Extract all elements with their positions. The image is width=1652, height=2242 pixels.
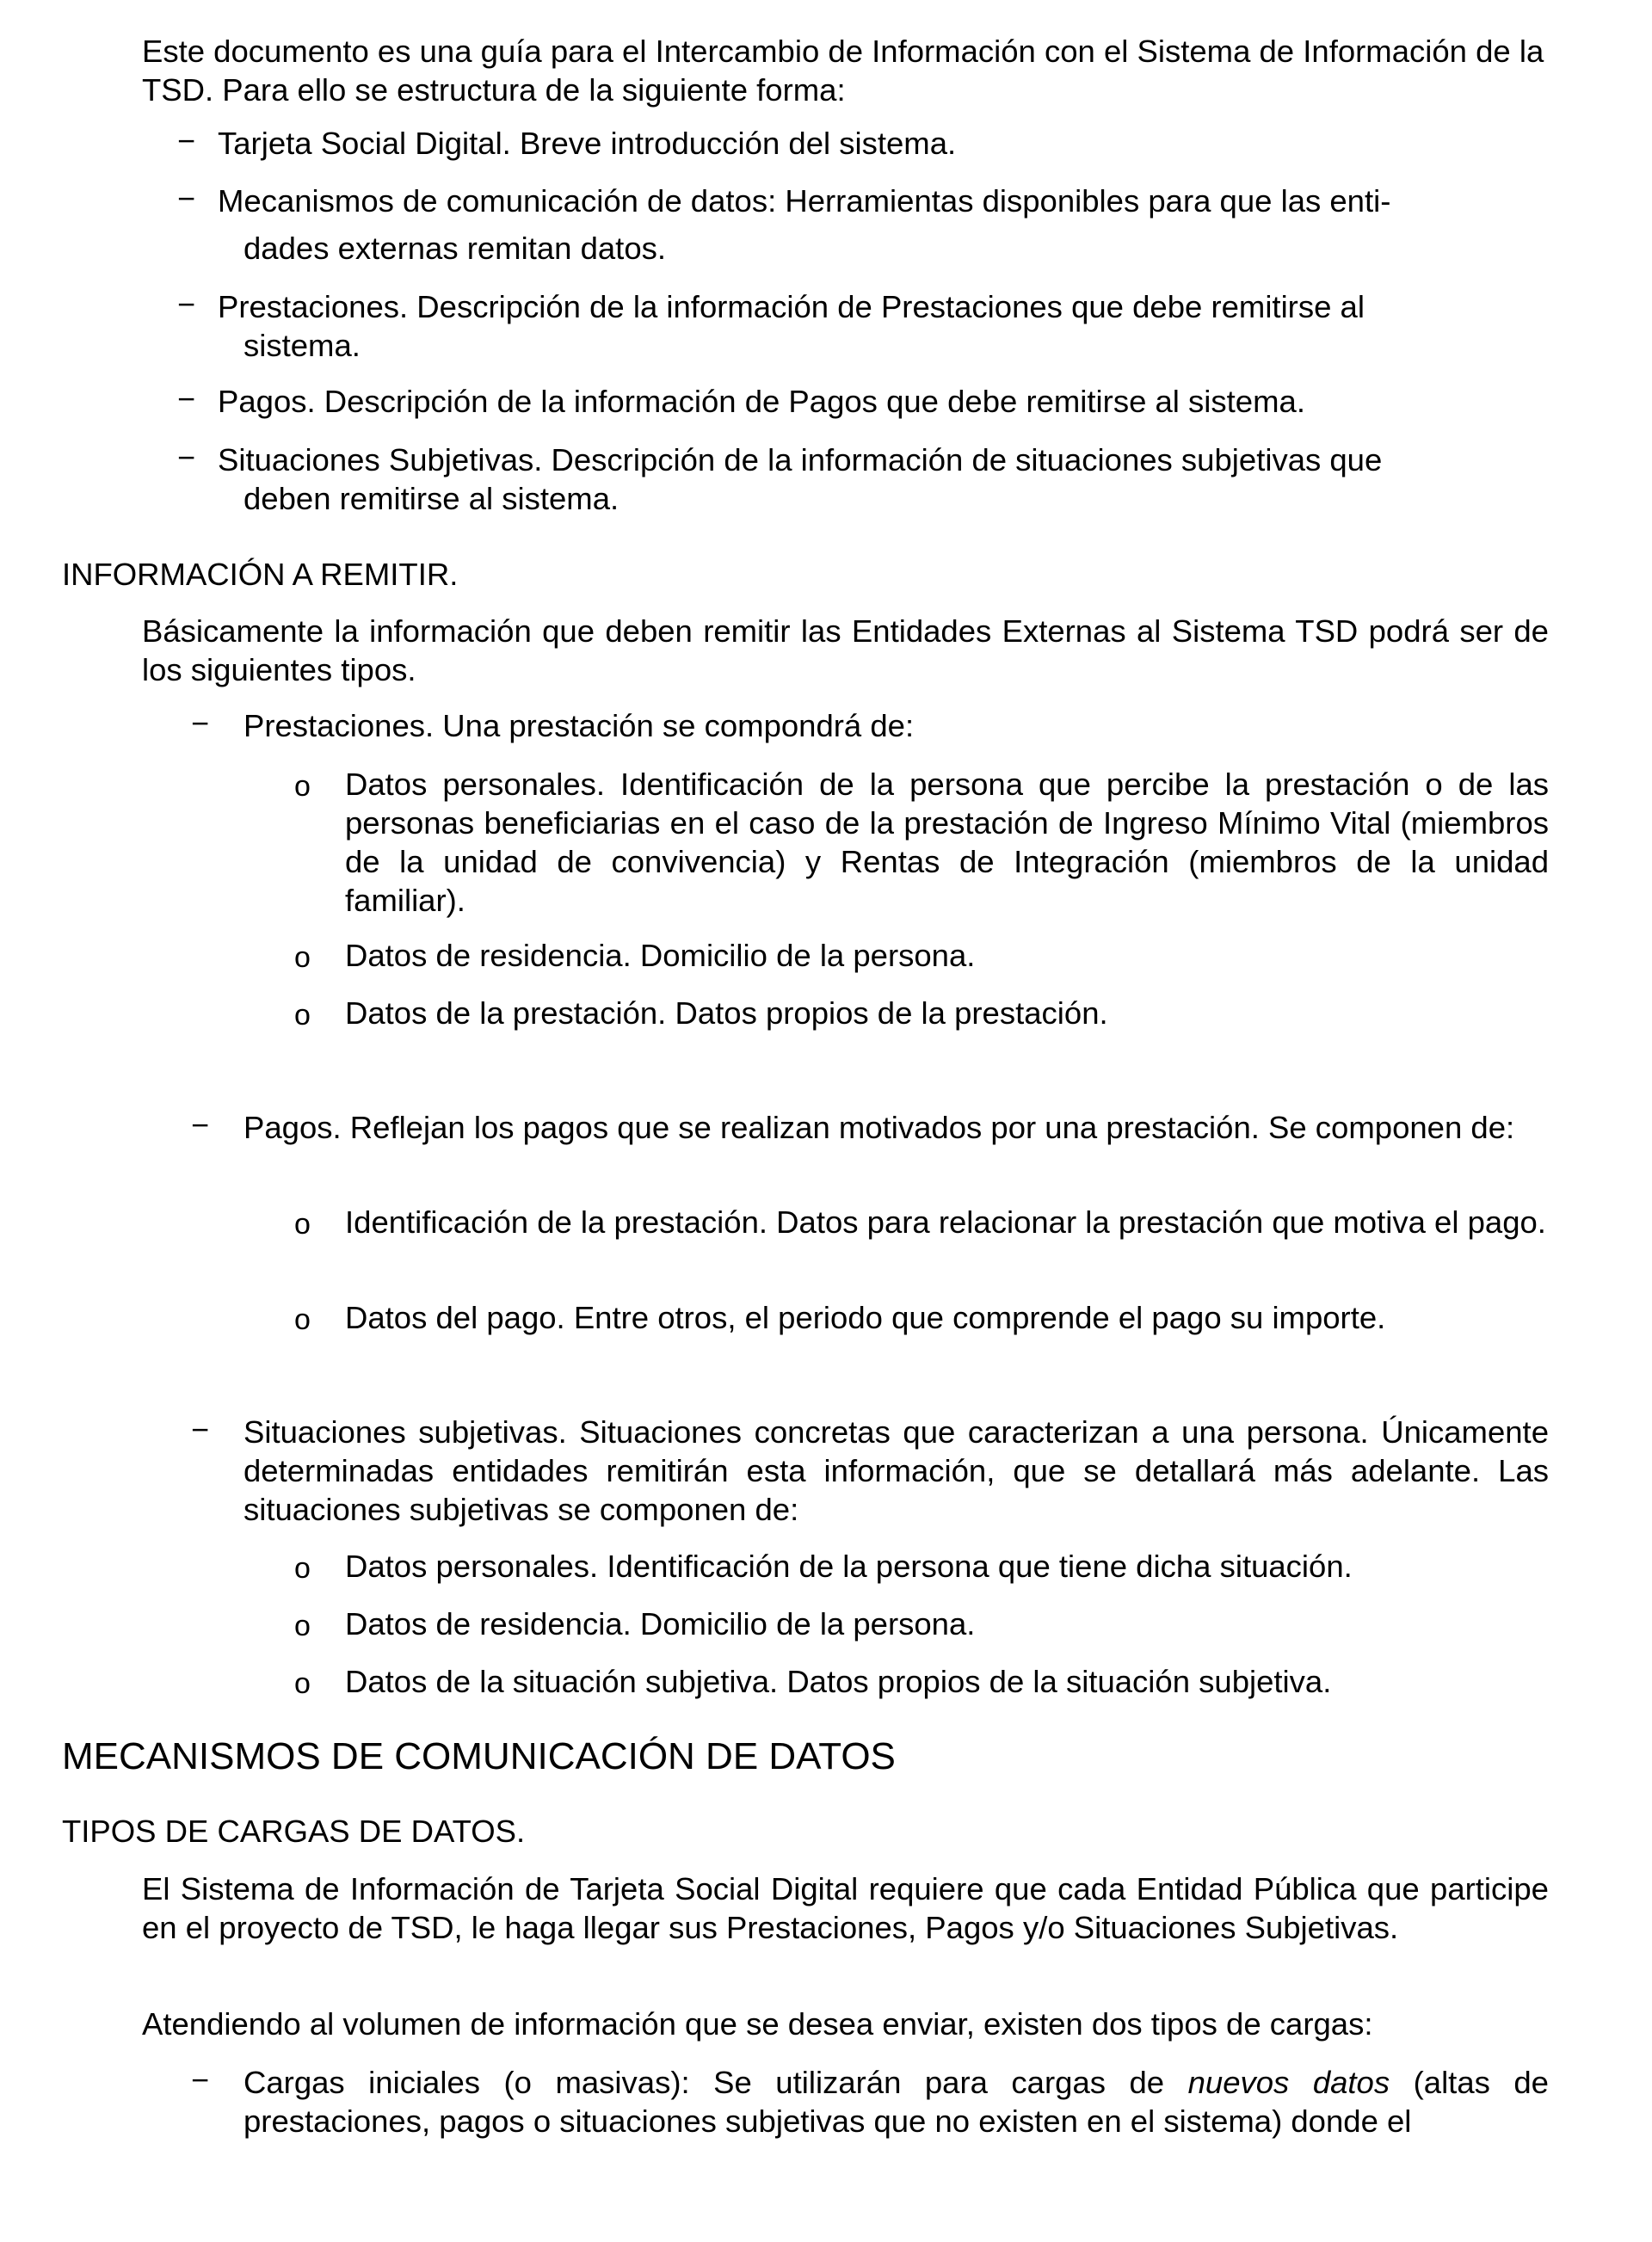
dash-bullet: − [191,1412,210,1447]
sub-list-item-text: Datos personales. Identificación de la persona que tiene dicha situación. [345,1549,1353,1584]
section-heading-mecanismos: MECANISMOS DE COMUNICACIÓN DE DATOS [62,1735,896,1777]
dash-bullet: − [191,705,210,741]
intro-paragraph-text: Este documento es una guía para el Intercambio de Información con el Sistema de Información de la TSD. Para ello se estructura de la siguiente forma: [142,34,1544,108]
section-heading-informacion: INFORMACIÓN A REMITIR. [62,557,459,592]
intro-item-text: Situaciones Subjetivas. Descripción de la información de situaciones subjetivas que [218,442,1383,477]
list-item-text [243,2063,1549,2140]
sub-list-item-text: Datos del pago. Entre otros, el periodo que comprende el pago su importe. [345,1300,1386,1335]
circle-bullet: o [294,1552,311,1585]
circle-bullet: o [294,1667,311,1700]
circle-bullet: o [294,1208,311,1241]
circle-bullet: o [294,941,311,974]
text-segment: Cargas iniciales (o masivas): Se utilizarán para cargas de [243,2065,1188,2100]
text-segment-italic: nuevos datos [1187,2065,1390,2100]
sub-list-item-text: Datos de la situación subjetiva. Datos propios de la situación subjetiva. [345,1664,1332,1699]
dash-bullet: − [177,381,196,416]
dash-bullet: − [177,181,196,216]
list-item-text: Pagos. Reflejan los pagos que se realizan motivados por una prestación. Se componen de: [243,1110,1515,1145]
sub-list-item-text: Datos personales. Identificación de la persona que percibe la prestación o de las personas beneficiarias en el caso de la prestación de Ingreso Mínimo Vital (miembros de la unidad de convivencia) y Rentas de Integración (miembros de la unidad familiar). [345,767,1549,918]
mecanismos-paragraph-1: El Sistema de Información de Tarjeta Social Digital requiere que cada Entidad Pública que participe en el proyecto de TSD, le haga llegar sus Prestaciones, Pagos y/o Situaciones Subjetivas. [142,1871,1549,1945]
circle-bullet: o [294,1303,311,1336]
intro-item-text-continuation: deben remitirse al sistema. [243,481,620,516]
info-paragraph: Básicamente la información que deben remitir las Entidades Externas al Sistema TSD podrá ser de los siguientes tipos. [142,613,1549,687]
sub-list-item-text: Datos de la prestación. Datos propios de la prestación. [345,995,1108,1031]
dash-bullet: − [177,286,196,322]
list-item-text: Situaciones subjetivas. Situaciones concretas que caracterizan a una persona. Únicamente determinadas entidades remitirán esta información, que se detallará más adelante. Las situaciones subjetivas se componen de: [243,1414,1549,1527]
dash-bullet: − [177,440,196,475]
intro-item-text: Tarjeta Social Digital. Breve introducción del sistema. [218,126,957,161]
mecanismos-paragraph-2: Atendiendo al volumen de información que se desea enviar, existen dos tipos de cargas: [142,2006,1373,2042]
subsection-heading-tipos-cargas: TIPOS DE CARGAS DE DATOS. [62,1814,526,1849]
intro-paragraph [142,32,1549,109]
text-segment: (altas de prestaciones, pagos o situaciones subjetivas que no existen en el sistema) donde el [243,2065,1549,2139]
intro-item-text-continuation: dades externas remitan datos. [243,231,667,266]
intro-item-text: Prestaciones. Descripción de la información de Prestaciones que debe remitirse al [218,289,1365,324]
intro-item-text-continuation: sistema. [243,328,361,363]
sub-list-item-text: Datos de residencia. Domicilio de la persona. [345,1606,976,1641]
dash-bullet: − [191,1107,210,1143]
sub-list-item-text: Identificación de la prestación. Datos para relacionar la prestación que motiva el pago. [345,1204,1546,1240]
dash-bullet: − [191,2062,210,2097]
list-item-text: Prestaciones. Una prestación se compondrá de: [243,708,915,743]
intro-item-text: Mecanismos de comunicación de datos: Herramientas disponibles para que las enti- [218,183,1391,219]
sub-list-item-text: Datos de residencia. Domicilio de la persona. [345,938,976,973]
intro-item-text: Pagos. Descripción de la información de Pagos que debe remitirse al sistema. [218,384,1305,419]
circle-bullet: o [294,770,311,803]
dash-bullet: − [177,123,196,158]
circle-bullet: o [294,999,311,1032]
circle-bullet: o [294,1610,311,1642]
